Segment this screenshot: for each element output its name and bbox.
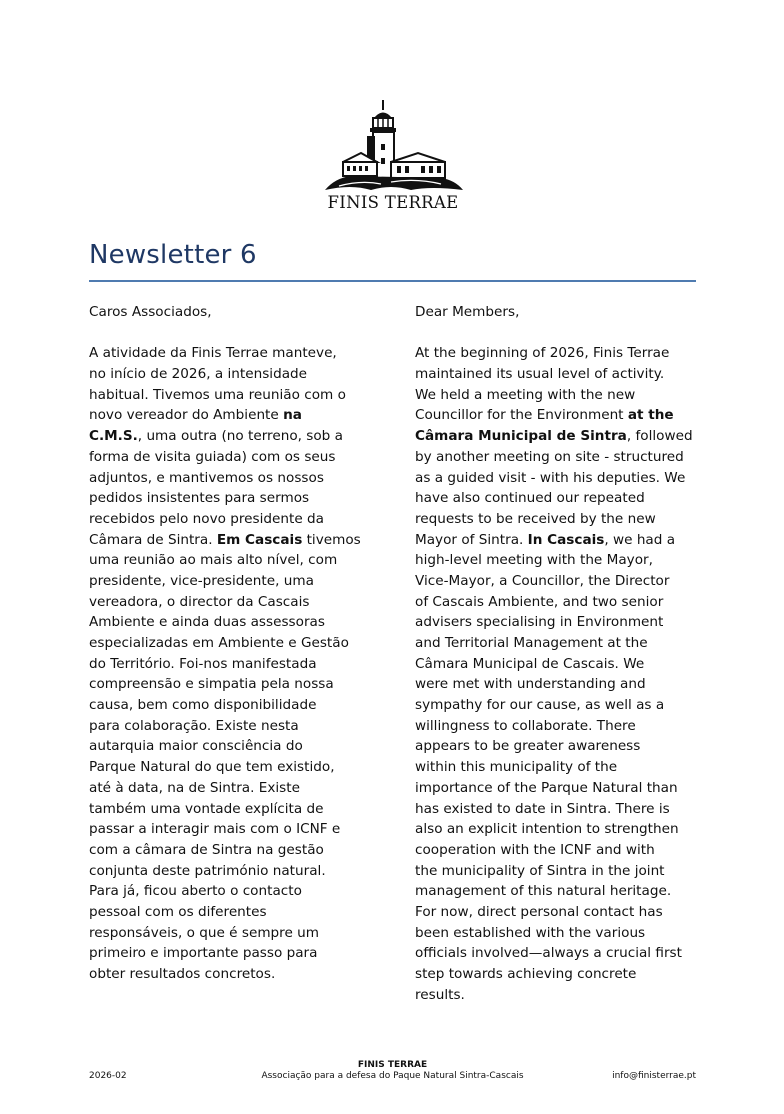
text-line: Câmara de Sintra. Em Cascais tivemos [89, 531, 361, 548]
text-line: do Território. Foi-nos manifestada [89, 655, 317, 672]
text-line: causa, bem como disponibilidade [89, 697, 317, 714]
text-line: vereadora, o director da Cascais [89, 593, 310, 610]
text-line: C.M.S., uma outra (no terreno, sob a [89, 428, 343, 445]
text-line: maintained its usual level of activity. [415, 366, 665, 383]
footer-association: Associação para a defesa do Paque Natural Sintra-Cascais [261, 1071, 524, 1081]
text-line: pedidos insistentes para sermos [89, 490, 310, 507]
text-line: para colaboração. Existe nesta [89, 717, 299, 734]
text-line: presidente, vice-presidente, uma [89, 572, 314, 589]
text-line: the municipality of Sintra in the joint [415, 862, 665, 879]
text-line: habitual. Tivemos uma reunião com o [89, 386, 346, 403]
footer-org: FINIS TERRAE [357, 1060, 428, 1070]
footer-date: 2026-02 [89, 1071, 127, 1081]
text-line: We held a meeting with the new [415, 386, 636, 403]
text-line: and Territorial Management at the [415, 635, 648, 651]
text-line: sympathy for our cause, as well as a [415, 697, 665, 714]
paragraph-gap [89, 323, 379, 344]
text-line: A atividade da Finis Terrae manteve, [89, 345, 337, 362]
text-line: has existed to date in Sintra. There is [415, 800, 670, 817]
text-line: At the beginning of 2026, Finis Terrae [415, 345, 670, 362]
text-line: Ambiente e ainda duas assessoras [89, 614, 325, 631]
text-line: pessoal com os diferentes [89, 903, 267, 920]
text-line: requests to be received by the new [415, 510, 656, 527]
text-line: conjunta deste património natural. [89, 862, 326, 879]
text-line: by another meeting on site - structured [415, 448, 684, 465]
text-line: passar a interagir mais com o ICNF e [89, 821, 341, 838]
text-line: cooperation with the ICNF and with [415, 841, 655, 858]
text-line: step towards achieving concrete [415, 966, 637, 982]
text-line: Vice-Mayor, a Councillor, the Director [415, 572, 670, 589]
text-line: autarquia maior consciência do [89, 738, 303, 755]
text-line: Câmara Municipal de Cascais. We [415, 655, 645, 672]
text-line: results. [415, 986, 465, 1003]
text-line: also an explicit intention to strengthen [415, 821, 679, 838]
title-divider [89, 280, 696, 282]
body-text-pt [89, 343, 379, 984]
text-line: of Cascais Ambiente, and two senior [415, 593, 664, 610]
text-line: no início de 2026, a intensidade [89, 366, 308, 383]
text-line: Councillor for the Environment at the [415, 407, 674, 424]
page-title: Newsletter 6 [89, 240, 257, 270]
greeting-en: Dear Members, [415, 304, 520, 320]
greeting-pt: Caros Associados, [89, 304, 212, 320]
portuguese-column [89, 302, 379, 985]
text-line: novo vereador do Ambiente na [89, 407, 302, 424]
text-line: responsáveis, o que é sempre um [89, 924, 320, 941]
text-line: were met with understanding and [415, 676, 646, 693]
lighthouse-icon [321, 98, 465, 194]
text-line: management of this natural heritage. [415, 883, 672, 900]
text-line: advisers specialising in Environment [415, 614, 664, 631]
text-line: importance of the Parque Natural than [415, 779, 678, 796]
text-line: forma de visita guiada) com os seus [89, 448, 336, 465]
text-line: adjuntos, e mantivemos os nossos [89, 469, 324, 486]
text-line: willingness to collaborate. There [415, 717, 636, 734]
text-line: have also continued our repeated [415, 490, 645, 507]
text-line: primeiro e importante passo para [89, 945, 318, 962]
text-line: Mayor of Sintra. In Cascais, we had a [415, 531, 676, 548]
text-line: Para já, ficou aberto o contacto [89, 883, 302, 900]
text-line: com a câmara de Sintra na gestão [89, 841, 324, 858]
text-line: compreensão e simpatia pela nossa [89, 676, 334, 693]
english-column [415, 302, 705, 1005]
text-line: high-level meeting with the Mayor, [415, 552, 653, 569]
body-text-en [415, 343, 705, 1005]
text-line: especializadas em Ambiente e Gestão [89, 635, 349, 651]
paragraph-gap [415, 323, 705, 344]
text-line: within this municipality of the [415, 759, 618, 776]
text-line: appears to be greater awareness [415, 738, 641, 755]
text-line: uma reunião ao mais alto nível, com [89, 552, 338, 569]
text-line: obter resultados concretos. [89, 966, 276, 982]
text-line: as a guided visit - with his deputies. We [415, 469, 686, 486]
text-line: For now, direct personal contact has [415, 903, 663, 920]
text-line: até à data, na de Sintra. Existe [89, 779, 300, 796]
text-line: Parque Natural do que tem existido, [89, 759, 335, 776]
text-line: officials involved—always a crucial first [415, 945, 682, 962]
text-line: Câmara Municipal de Sintra, followed [415, 428, 693, 445]
text-line: been established with the various [415, 924, 646, 941]
logo-text: FINIS TERRAE [327, 193, 459, 212]
logo [318, 98, 468, 216]
footer-email[interactable]: info@finisterrae.pt [612, 1071, 696, 1081]
text-line: também uma vontade explícita de [89, 800, 324, 817]
text-line: recebidos pelo novo presidente da [89, 510, 324, 527]
